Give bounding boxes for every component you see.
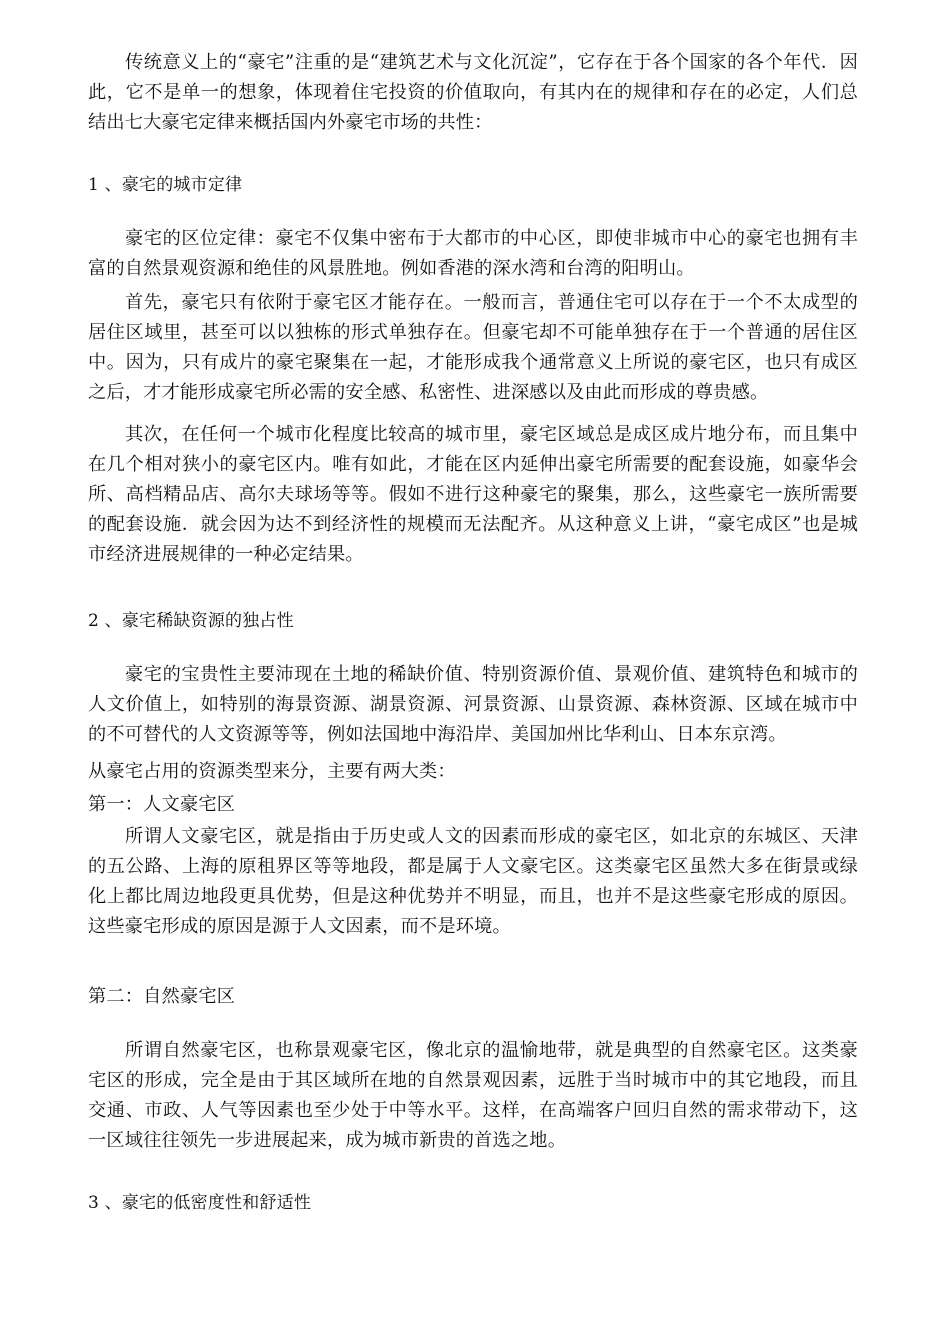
intro-paragraph: 传统意义上的“豪宅”注重的是“建筑艺术与文化沉淀”，它存在于各个国家的各个年代．因此，它不是单一的想象，体现着住宅投资的价值取向，有其内在的规律和存在的必定，人们总结出七大豪宅定律来概括国内外豪宅市场的共性： <box>88 52 858 133</box>
paragraph-location-law: 豪宅的区位定律：豪宅不仅集中密布于大都市的中心区，即使非城市中心的豪宅也拥有丰富的自然景观资源和绝佳的风景胜地。例如香港的深水湾和台湾的阳明山。 <box>88 228 858 279</box>
section-heading-2: 2 、豪宅稀缺资源的独占性 <box>88 611 294 631</box>
paragraph-natural: 所谓自然豪宅区，也称景观豪宅区，像北京的温愉地带，就是典型的自然豪宅区。这类豪宅区的形成，完全是由于其区域所在地的自然景观因素，远胜于当时城市中的其它地段，而且交通、市政、人气等因素也至少处于中等水平。这样，在高端客户回归自然的需求带动下，这一区域往往领先一步进展起来，成为城市新贵的首选之地。 <box>88 1040 858 1151</box>
paragraph-resources: 豪宅的宝贵性主要沛现在土地的稀缺价值、特别资源价值、景观价值、建筑特色和城市的人文价值上，如特别的海景资源、湖景资源、河景资源、山景资源、森林资源、区域在城市中的不可替代的人文资源等等，例如法国地中海沿岸、美国加州比华利山、日本东京湾。 <box>88 664 858 745</box>
paragraph-resource-types: 从豪宅占用的资源类型来分，主要有两大类： <box>88 761 456 782</box>
section-heading-1: 1 、豪宅的城市定律 <box>88 175 243 195</box>
subheading-cultural: 第一：人文豪宅区 <box>88 794 236 815</box>
paragraph-cultural: 所谓人文豪宅区，就是指由于历史或人文的因素而形成的豪宅区，如北京的东城区、天津的五公路、上海的原租界区等等地段，都是属于人文豪宅区。这类豪宅区虽然大多在街景或绿化上都比周边地段更具优势，但是这种优势并不明显，而且，也并不是这些豪宅形成的原因。这些豪宅形成的原因是源于人文因素，而不是环境。 <box>88 826 858 937</box>
subheading-natural: 第二：自然豪宅区 <box>88 986 236 1007</box>
section-heading-3: 3 、豪宅的低密度性和舒适性 <box>88 1193 312 1213</box>
paragraph-second: 其次，在任何一个城市化程度比较高的城市里，豪宅区域总是成区成片地分布，而且集中在几个相对狭小的豪宅区内。唯有如此，才能在区内延伸出豪宅所需要的配套设施，如豪华会所、高档精品店、高尔夫球场等等。假如不进行这种豪宅的聚集，那么，这些豪宅一族所需要的配套设施．就会因为达不到经济性的规模而无法配齐。从这种意义上讲，“豪宅成区”也是城市经济进展规律的一种必定结果。 <box>88 424 858 565</box>
paragraph-first: 首先，豪宅只有依附于豪宅区才能存在。一般而言，普通住宅可以存在于一个不太成型的居住区域里，甚至可以以独栋的形式单独存在。但豪宅却不可能单独存在于一个普通的居住区中。因为，只有成片的豪宅聚集在一起，才能形成我个通常意义上所说的豪宅区，也只有成区之后，才才能形成豪宅所必需的安全感、私密性、进深感以及由此而形成的尊贵感。 <box>88 292 858 403</box>
